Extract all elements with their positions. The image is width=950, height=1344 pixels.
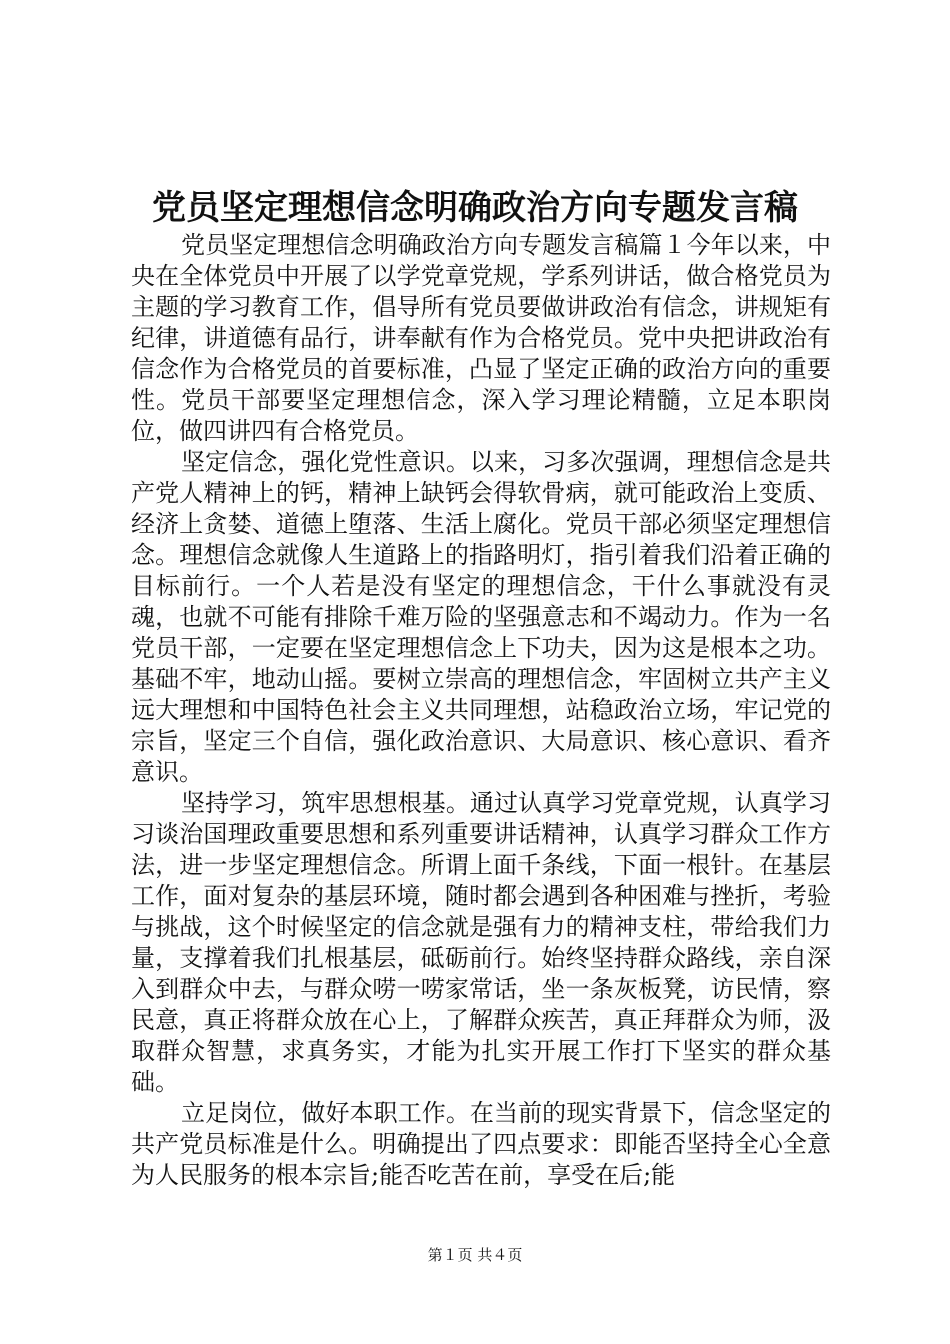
- paragraph-1: 党员坚定理想信念明确政治方向专题发言稿篇１今年以来，中央在全体党员中开展了以学党章党规，学系列讲话，做合格党员为主题的学习教育工作，倡导所有党员要做讲政治有信念，讲规矩有纪律，讲道德有品行，讲奉献有作为合格党员。党中央把讲政治有信念作为合格党员的首要标准，凸显了坚定正确的政治方向的重要性。党员干部要坚定理想信念，深入学习理论精髓，立足本职岗位，做四讲四有合格党员。: [131, 231, 831, 445]
- document-body: [131, 230, 831, 1191]
- document-title: 党员坚定理想信念明确政治方向专题发言稿: [152, 188, 798, 228]
- paragraph-2: 坚定信念，强化党性意识。以来，习多次强调，理想信念是共产党人精神上的钙，精神上缺钙会得软骨病，就可能政治上变质、经济上贪婪、道德上堕落、生活上腐化。党员干部必须坚定理想信念。理想信念就像人生道路上的指路明灯，指引着我们沿着正确的目标前行。一个人若是没有坚定的理想信念，干什么事就没有灵魂，也就不可能有排除千难万险的坚强意志和不竭动力。作为一名党员干部，一定要在坚定理想信念上下功夫，因为这是根本之功。基础不牢，地动山摇。要树立崇高的理想信念，牢固树立共产主义远大理想和中国特色社会主义共同理想，站稳政治立场，牢记党的宗旨，坚定三个自信，强化政治意识、大局意识、核心意识、看齐意识。: [131, 448, 831, 786]
- page-number-footer: 第１页 共４页: [427, 1246, 523, 1264]
- paragraph-4: 立足岗位，做好本职工作。在当前的现实背景下，信念坚定的共产党员标准是什么。明确提出了四点要求：即能否坚持全心全意为人民服务的根本宗旨;能否吃苦在前，享受在后;能: [131, 1099, 831, 1189]
- paragraph-3: 坚持学习，筑牢思想根基。通过认真学习党章党规，认真学习习谈治国理政重要思想和系列重要讲话精神，认真学习群众工作方法，进一步坚定理想信念。所谓上面千条线，下面一根针。在基层工作，面对复杂的基层环境，随时都会遇到各种困难与挫折，考验与挑战，这个时候坚定的信念就是强有力的精神支柱，带给我们力量，支撑着我们扎根基层，砥砺前行。始终坚持群众路线，亲自深入到群众中去，与群众唠一唠家常话，坐一条灰板凳，访民情，察民意，真正将群众放在心上，了解群众疾苦，真正拜群众为师，汲取群众智慧，求真务实，才能为扎实开展工作打下坚实的群众基础。: [131, 789, 831, 1096]
